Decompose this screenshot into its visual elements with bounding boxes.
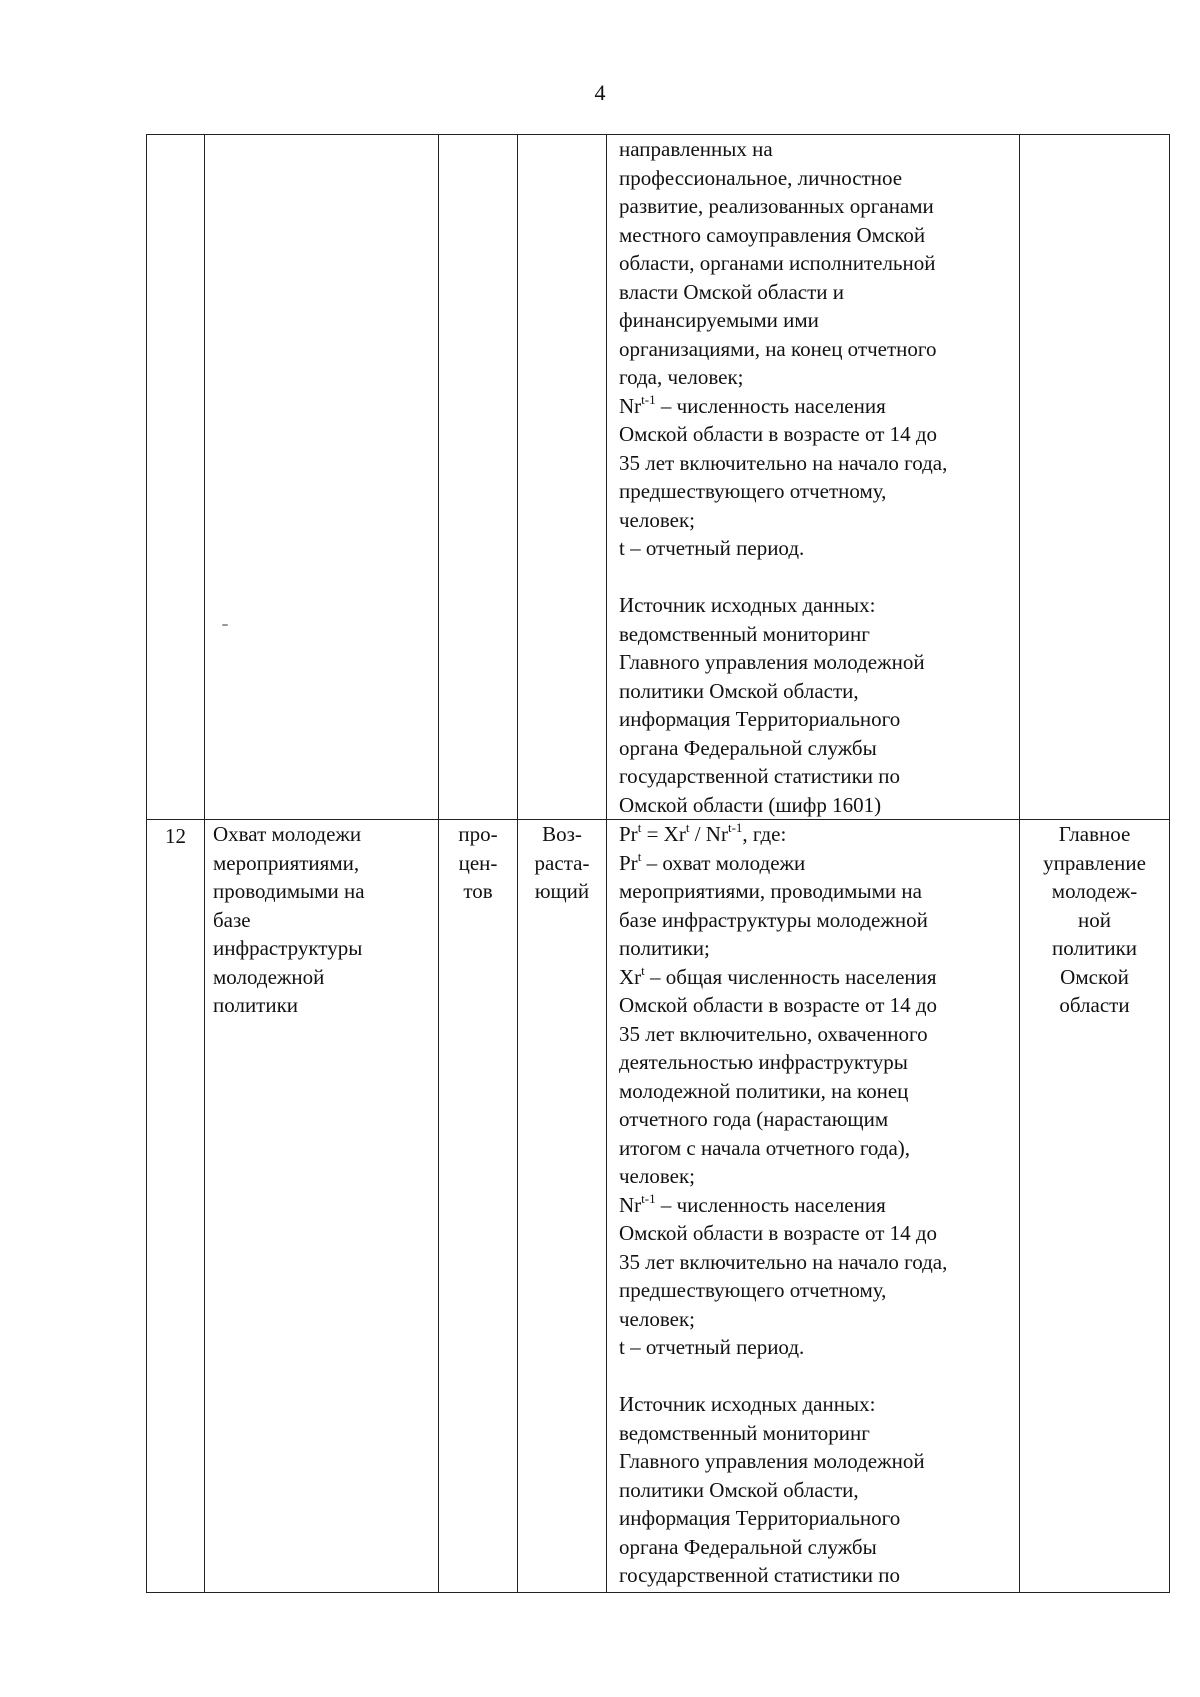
method-line: развитие, реализованных органами (619, 194, 934, 218)
method-line: власти Омской области и (619, 279, 845, 304)
source-line: ведомственный мониторинг (619, 1420, 870, 1445)
pr-superscript: t (637, 848, 642, 864)
method-line: местного самоуправления Омской (619, 222, 926, 247)
indicator-table (146, 134, 1170, 1593)
cell-unit (439, 135, 518, 820)
cell-unit: про- цен- тов (439, 820, 518, 1593)
source-line: Источник исходных данных: (619, 1392, 876, 1416)
pr-text: – охват молодежи (641, 850, 806, 875)
nr-superscript: t-1 (641, 1190, 656, 1206)
method-line: 35 лет включительно на начало года, (619, 1249, 948, 1274)
source-line: информация Территориального (619, 1506, 901, 1530)
source-line: Источник исходных данных: (619, 593, 876, 617)
method-line: профессиональное, личностное (619, 165, 903, 190)
formula-n-sup: t-1 (727, 820, 743, 835)
formula-eq: = Xr (641, 822, 686, 846)
source-line: органа Федеральной службы (619, 735, 877, 760)
source-line: политики Омской области, (619, 1477, 859, 1502)
pr-definition (619, 849, 1019, 878)
table-row-continuation (147, 135, 1170, 820)
method-line: мероприятиями, проводимыми на (619, 879, 922, 903)
nr-symbol: Nr (619, 393, 642, 418)
method-line: Омской области в возрасте от 14 до (619, 993, 938, 1017)
formula-x-sup: t (685, 820, 690, 835)
source-line: политики Омской области, (619, 678, 859, 703)
xr-definition (619, 963, 1019, 992)
formula-div: / Nr (689, 822, 728, 846)
source-line: Главного управления молодежной (619, 1449, 925, 1473)
formula-lhs: Pr (619, 822, 638, 846)
source-line: информация Территориального (619, 707, 901, 731)
method-line: человек; (619, 507, 696, 532)
method-line: деятельностью инфраструктуры (619, 1050, 908, 1074)
method-line: Омской области в возрасте от 14 до (619, 422, 938, 446)
method-line: отчетного года (нарастающим (619, 1107, 889, 1131)
method-line: финансируемыми ими (619, 308, 819, 332)
method-line: 35 лет включительно, охваченного (619, 1021, 928, 1046)
nr-text: – численность населения (655, 1192, 886, 1217)
page-number: 4 (594, 80, 606, 105)
source-line: государственной статистики по (619, 1563, 901, 1587)
method-line: направленных на (619, 137, 773, 161)
formula-lhs-sup: t (637, 820, 642, 835)
source-line: Омской области (шифр 1601) (619, 792, 882, 817)
source-line: государственной статистики по (619, 764, 901, 788)
cell-indicator-name: Охват молодежи мероприятиями, проводимыми на базе инфраструктуры молодежной политики (205, 820, 439, 1593)
method-line: области, органами исполнительной (619, 251, 936, 275)
xr-superscript: t (641, 962, 645, 978)
cell-responsible: Главное управление молодеж- ной политики Омской области (1020, 820, 1170, 1593)
method-line: базе инфраструктуры молодежной (619, 907, 928, 932)
table-row-12 (147, 820, 1170, 1593)
nr-superscript: t-1 (641, 391, 656, 407)
t-definition: t – отчетный период. (619, 1335, 805, 1359)
cell-indicator-name (205, 135, 439, 820)
paragraph-gap (619, 1362, 1019, 1391)
pr-symbol: Pr (619, 850, 638, 875)
method-line: предшествующего отчетному, (619, 479, 887, 503)
source-line: органа Федеральной службы (619, 1534, 877, 1559)
method-line: Омской области в возрасте от 14 до (619, 1221, 938, 1245)
cell-responsible (1020, 135, 1170, 820)
method-line: организациями, на конец отчетного (619, 336, 937, 361)
method-line: человек; (619, 1306, 696, 1331)
method-line: итогом с начала отчетного года), (619, 1135, 911, 1160)
cell-method (607, 135, 1020, 820)
method-line: политики; (619, 936, 710, 960)
cell-direction: Воз- раста- ющий (518, 820, 607, 1593)
cell-number: 12 (147, 820, 205, 1593)
method-line: молодежной политики, на конец (619, 1078, 909, 1103)
paragraph-gap (619, 563, 1019, 592)
formula (619, 820, 1019, 849)
method-line: предшествующего отчетному, (619, 1278, 887, 1302)
method-line: человек; (619, 1164, 696, 1188)
cell-direction (518, 135, 607, 820)
t-definition: t – отчетный период. (619, 536, 805, 560)
cell-method (607, 820, 1020, 1593)
cell-number (147, 135, 205, 820)
nr-definition (619, 392, 1019, 421)
nr-text: – численность населения (655, 393, 886, 418)
nr-definition (619, 1191, 1019, 1220)
method-line: 35 лет включительно на начало года, (619, 450, 948, 475)
method-line: года, человек; (619, 365, 744, 389)
source-line: Главного управления молодежной (619, 650, 925, 674)
xr-text: – общая численность населения (644, 964, 937, 989)
nr-symbol: Nr (619, 1192, 642, 1217)
source-line: ведомственный мониторинг (619, 621, 870, 646)
xr-symbol: Xr (619, 964, 642, 989)
formula-tail: , где: (742, 822, 787, 846)
